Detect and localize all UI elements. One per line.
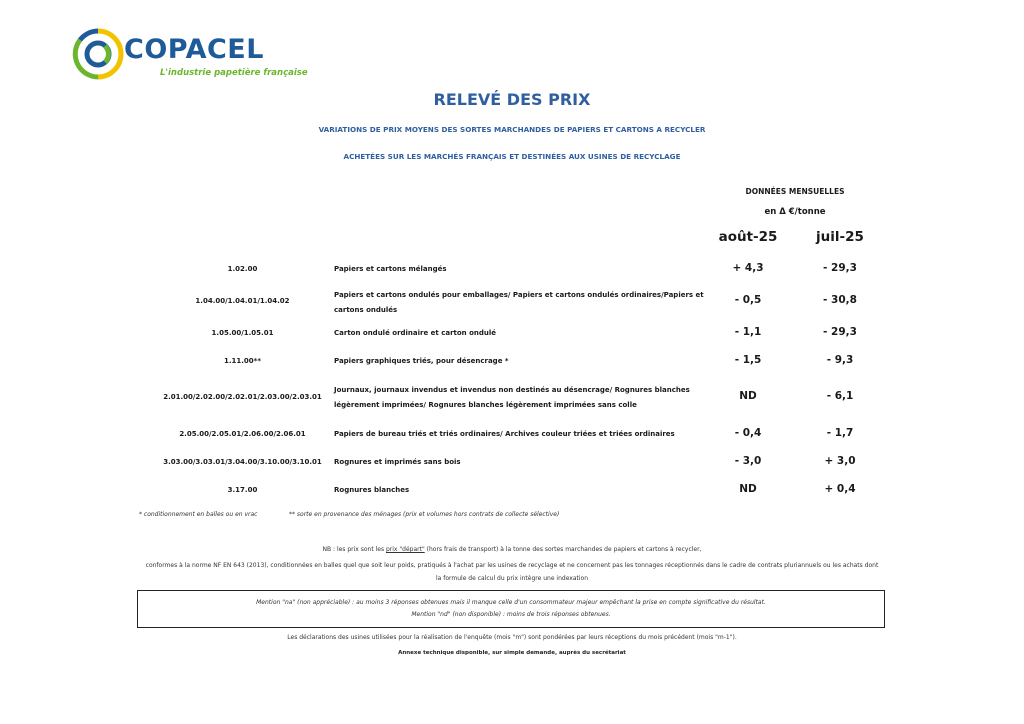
row-description: Journaux, journaux invendus et invendus non destinés au désencrage/ Rognures blanches légèrement imprimées/ Rognures blanches légèrement imprimées sans colle bbox=[334, 386, 690, 409]
mention-na: Mention "na" (non appréciable) : au moins 3 réponses obtenues mais il manque celle d'un consommateur majeur empêchant la prise en compte significative du résultat. bbox=[256, 599, 766, 606]
row-value-jul: + 3,0 bbox=[824, 455, 856, 467]
nb-departure-price: prix "départ" bbox=[385, 546, 425, 553]
row-value-jul: - 29,3 bbox=[823, 326, 857, 338]
row-value-jul: + 0,4 bbox=[824, 483, 856, 495]
unit-label: en Δ €/tonne bbox=[764, 207, 826, 217]
row-description: Papiers graphiques triés, pour désencrage * bbox=[334, 357, 509, 365]
row-description: Papiers et cartons ondulés pour emballages/ Papiers et cartons ondulés ordinaires/Papiers et cartons ondulés bbox=[334, 291, 704, 314]
row-code: 2.05.00/2.05.01/2.06.00/2.06.01 bbox=[179, 430, 306, 438]
column-header-aug: août-25 bbox=[718, 229, 778, 245]
row-code: 3.03.00/3.03.01/3.04.00/3.10.00/3.10.01 bbox=[163, 458, 322, 466]
row-description: Rognures blanches bbox=[334, 486, 410, 494]
nb-line-1a: NB : les prix sont les bbox=[322, 546, 386, 553]
row-value-aug: - 0,4 bbox=[734, 427, 762, 439]
brand-name: COPACEL bbox=[124, 34, 264, 65]
row-value-aug: - 1,5 bbox=[734, 354, 762, 366]
row-value-jul: - 9,3 bbox=[826, 354, 854, 366]
column-header-jul: juil-25 bbox=[816, 229, 864, 245]
row-code: 1.02.00 bbox=[227, 265, 258, 273]
copacel-logo bbox=[72, 28, 308, 84]
row-value-jul: - 6,1 bbox=[826, 390, 854, 402]
row-value-aug: ND bbox=[739, 390, 757, 402]
monthly-data-label: DONNÉES MENSUELLES bbox=[745, 187, 845, 196]
row-code: 1.04.00/1.04.01/1.04.02 bbox=[195, 297, 290, 305]
row-description: Papiers de bureau triés et triés ordinaires/ Archives couleur triées et triées ordinaires bbox=[334, 430, 675, 438]
row-value-jul: - 30,8 bbox=[823, 294, 857, 306]
row-value-aug: + 4,3 bbox=[732, 262, 764, 274]
row-value-jul: - 29,3 bbox=[823, 262, 857, 274]
row-value-aug: - 3,0 bbox=[734, 455, 762, 467]
footnote-packaging: * conditionnement en balles ou en vrac bbox=[139, 511, 258, 518]
row-code: 1.11.00** bbox=[224, 357, 261, 365]
row-description: Papiers et cartons mélangés bbox=[334, 265, 447, 273]
row-code: 3.17.00 bbox=[227, 486, 258, 494]
annexe-note: Annexe technique disponible, sur simple demande, auprès du secrétariat bbox=[398, 650, 626, 656]
row-description: Carton ondulé ordinaire et carton ondulé bbox=[334, 329, 497, 337]
row-code: 2.01.00/2.02.00/2.02.01/2.03.00/2.03.01 bbox=[163, 393, 322, 401]
row-value-aug: - 1,1 bbox=[734, 326, 762, 338]
row-code: 1.05.00/1.05.01 bbox=[211, 329, 274, 337]
row-description: Rognures et imprimés sans bois bbox=[334, 458, 461, 466]
row-value-aug: ND bbox=[739, 483, 757, 495]
declarations-note: Les déclarations des usines utilisées pour la réalisation de l'enquête (mois "m") sont pondérées par leurs réceptions du mois précédent (mois "m-1"). bbox=[287, 634, 737, 641]
brand-tagline: L'industrie papetière française bbox=[160, 68, 308, 78]
nb-line-1b: (hors frais de transport) à la tonne des sortes marchandes de papiers et cartons à recycler, bbox=[424, 546, 702, 553]
copacel-logo-mark-icon bbox=[72, 28, 124, 80]
mentions-box bbox=[137, 590, 885, 628]
subtitle-2: ACHETÉES SUR LES MARCHÉS FRANÇAIS ET DESTINÉES AUX USINES DE RECYCLAGE bbox=[343, 152, 681, 161]
subtitle-1: VARIATIONS DE PRIX MOYENS DES SORTES MARCHANDES DE PAPIERS ET CARTONS A RECYCLER bbox=[318, 125, 706, 134]
nb-line-2: conformes à la norme NF EN 643 (2013), conditionnées en balles quel que soit leur poids, pratiqués à l'achat par les usines de recyclage et ne concernent pas les tonnages réceptionnés dans le cadre de contrats pluriannuels ou les achats dont bbox=[145, 562, 879, 569]
footnote-households: ** sorte en provenance des ménages (prix et volumes hors contrats de collecte sélective) bbox=[289, 511, 560, 518]
page-title: RELEVÉ DES PRIX bbox=[433, 90, 591, 109]
row-value-jul: - 1,7 bbox=[826, 427, 854, 439]
nb-line-1 bbox=[0, 546, 1024, 553]
mention-nd: Mention "nd" (non disponible) : moins de trois réponses obtenues. bbox=[411, 611, 611, 618]
nb-line-3: la formule de calcul du prix intègre une indexation bbox=[436, 575, 588, 582]
row-value-aug: - 0,5 bbox=[734, 294, 762, 306]
